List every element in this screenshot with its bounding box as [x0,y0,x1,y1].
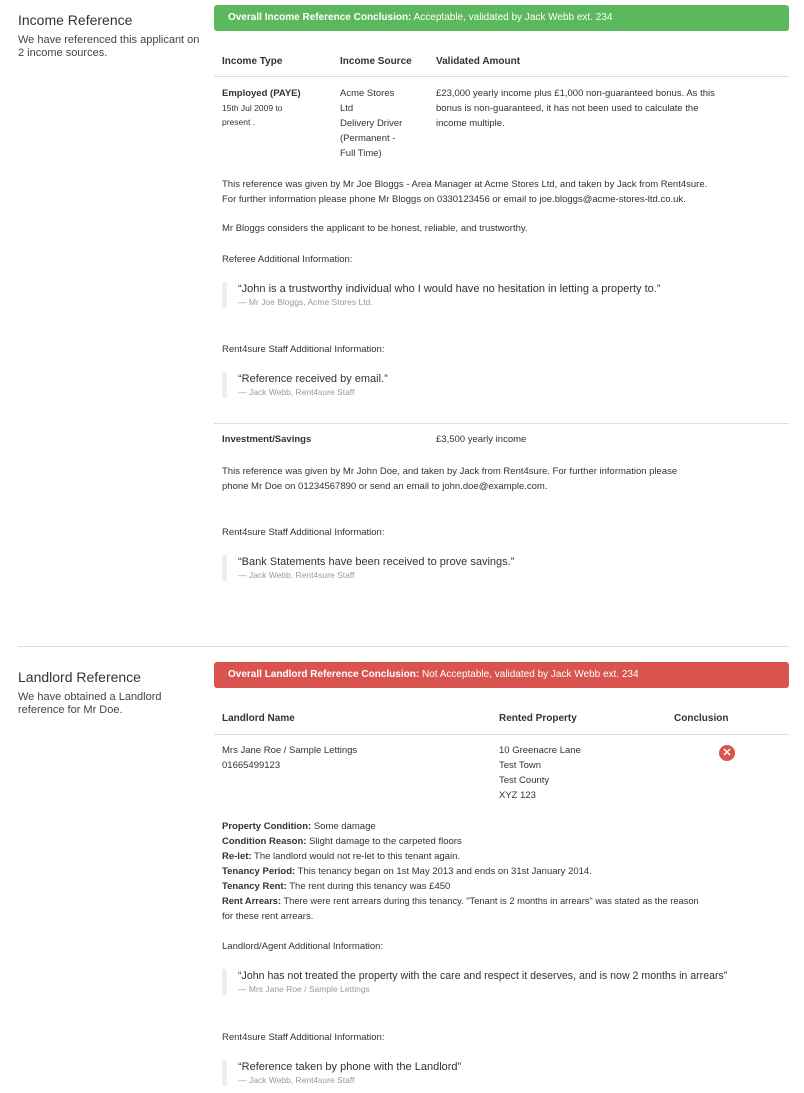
address-line: 10 Greenacre Lane [499,745,581,756]
header-validated-amount: Validated Amount [436,56,521,67]
header-rented-property: Rented Property [499,713,577,724]
income-banner-value: Acceptable, validated by Jack Webb ext. 234 [413,12,613,23]
landlord-name: Mrs Jane Roe / Sample Lettings [222,745,358,756]
savings-given-by [222,464,792,494]
landlord-conclusion-banner [214,662,789,688]
agent-quote-source: — Mrs Jane Roe / Sample Lettings [238,984,370,994]
detail-label: Tenancy Rent: [222,881,287,892]
detail-rent-arrears-line2: for these rent arrears. [222,911,314,922]
landlord-details [222,819,792,924]
rented-property-cell [499,743,581,803]
header-income-type: Income Type [222,56,283,67]
detail-value: There were rent arrears during this tenancy. "Tenant is 2 months in arrears" was stated as the reason [283,896,699,906]
landlord-name-cell [222,743,357,773]
savings-staff-quote: “Bank Statements have been received to prove savings.” [238,556,515,568]
employed-staff-info-label: Rent4sure Staff Additional Information: [222,344,385,355]
detail-re-let [222,849,792,864]
income-main [214,5,789,31]
employed-staff-quote-block [222,372,388,398]
agent-quote: “John has not treated the property with the care and respect it deserves, and is now 2 months in arrears” [238,970,728,982]
agent-quote-block [222,969,727,995]
detail-label: Tenancy Period: [222,866,296,877]
landlord-header-divider [214,734,789,735]
employed-given-by [222,177,792,207]
employed-amount-line: £23,000 yearly income plus £1,000 non-guaranteed bonus. As this [436,88,715,99]
referee-quote: “John is a trustworthy individual who I would have no hesitation in letting a property to.” [238,283,661,295]
referee-quote-block [222,282,661,308]
detail-value: Some damage [313,821,376,832]
landlord-staff-info-label: Rent4sure Staff Additional Information: [222,1032,385,1043]
income-title: Income Reference [18,12,133,28]
detail-value: This tenancy began on 1st May 2013 and ends on 31st January 2014. [297,866,592,877]
landlord-title: Landlord Reference [18,669,141,685]
detail-tenancy-period [222,864,792,879]
employed-source-line: Full Time) [340,148,382,159]
cross-circle-icon: ✕ [719,745,735,761]
savings-staff-info-label: Rent4sure Staff Additional Information: [222,527,385,538]
landlord-staff-quote-source: — Jack Webb, Rent4sure Staff [238,1075,355,1085]
employed-dates-line1: 15th Jul 2009 to [222,103,283,113]
detail-value: The rent during this tenancy was £450 [289,881,451,892]
landlord-phone: 01665499123 [222,760,281,771]
income-description: We have referenced this applicant on 2 income sources. [18,34,200,59]
address-line: XYZ 123 [499,790,536,801]
detail-label: Property Condition: [222,821,312,832]
employed-given-by-line1: This reference was given by Mr Joe Bloggs - Area Manager at Acme Stores Ltd, and taken by Jack from Rent4sure. [222,179,708,190]
detail-label: Rent Arrears: [222,896,282,906]
employed-staff-quote-source: — Jack Webb, Rent4sure Staff [238,387,355,397]
income-sidebar [18,12,208,60]
header-income-source: Income Source [340,56,412,67]
agent-info-label: Landlord/Agent Additional Information: [222,941,384,952]
employed-amount-line: income multiple. [436,118,505,129]
savings-divider [214,423,789,424]
employed-source-line: (Permanent - [340,133,396,144]
landlord-staff-quote-block [222,1060,461,1086]
employed-honest-statement: Mr Bloggs considers the applicant to be honest, reliable, and trustworthy. [222,223,528,234]
landlord-banner-label: Overall Landlord Reference Conclusion: [228,669,420,680]
detail-value: The landlord would not re-let to this tenant again. [254,851,460,862]
savings-type: Investment/Savings [222,434,312,445]
landlord-sidebar [18,669,208,717]
employed-source-cell [340,86,430,161]
savings-given-by-line1: This reference was given by Mr John Doe, and taken by Jack from Rent4sure. For further information please [222,466,678,477]
savings-given-by-line2: phone Mr Doe on 01234567890 or send an email to john.doe@example.com. [222,481,548,492]
employed-source-line: Acme Stores [340,88,395,99]
header-landlord-name: Landlord Name [222,713,295,724]
employed-dates-line2: present . [222,117,256,127]
savings-staff-quote-block [222,555,514,581]
detail-tenancy-rent [222,879,792,894]
employed-amount-line: bonus is non-guaranteed, it has not been used to calculate the [436,103,699,114]
detail-label: Condition Reason: [222,836,307,847]
employed-type: Employed (PAYE) [222,88,301,99]
landlord-description: We have obtained a Landlord reference for Mr Doe. [18,691,162,716]
employed-amount-cell [436,86,786,131]
address-line: Test County [499,775,550,786]
detail-condition-reason [222,834,792,849]
header-divider [214,76,789,77]
address-line: Test Town [499,760,542,771]
employed-source-line: Delivery Driver [340,118,403,129]
savings-amount: £3,500 yearly income [436,434,527,445]
detail-rent-arrears [222,894,792,909]
landlord-staff-quote: “Reference taken by phone with the Landlord” [238,1061,462,1073]
employed-source-line: Ltd [340,103,354,114]
savings-staff-quote-source: — Jack Webb, Rent4sure Staff [238,570,355,580]
referee-info-label: Referee Additional Information: [222,254,353,265]
detail-property-condition [222,819,792,834]
landlord-banner-value: Not Acceptable, validated by Jack Webb ext. 234 [421,669,639,680]
referee-quote-source: — Mr Joe Bloggs, Acme Stores Ltd. [238,297,373,307]
section-divider [18,646,789,647]
employed-staff-quote: “Reference received by email.” [238,373,388,385]
landlord-main [214,662,789,688]
header-conclusion: Conclusion [674,713,729,724]
detail-value: Slight damage to the carpeted floors [309,836,462,847]
income-conclusion-banner [214,5,789,31]
income-banner-label: Overall Income Reference Conclusion: [228,12,412,23]
employed-type-cell [222,86,334,129]
detail-label: Re-let: [222,851,252,862]
employed-given-by-line2: For further information please phone Mr Bloggs on 0330123456 or email to joe.bloggs@acme-stores-ltd.co.uk. [222,194,686,205]
